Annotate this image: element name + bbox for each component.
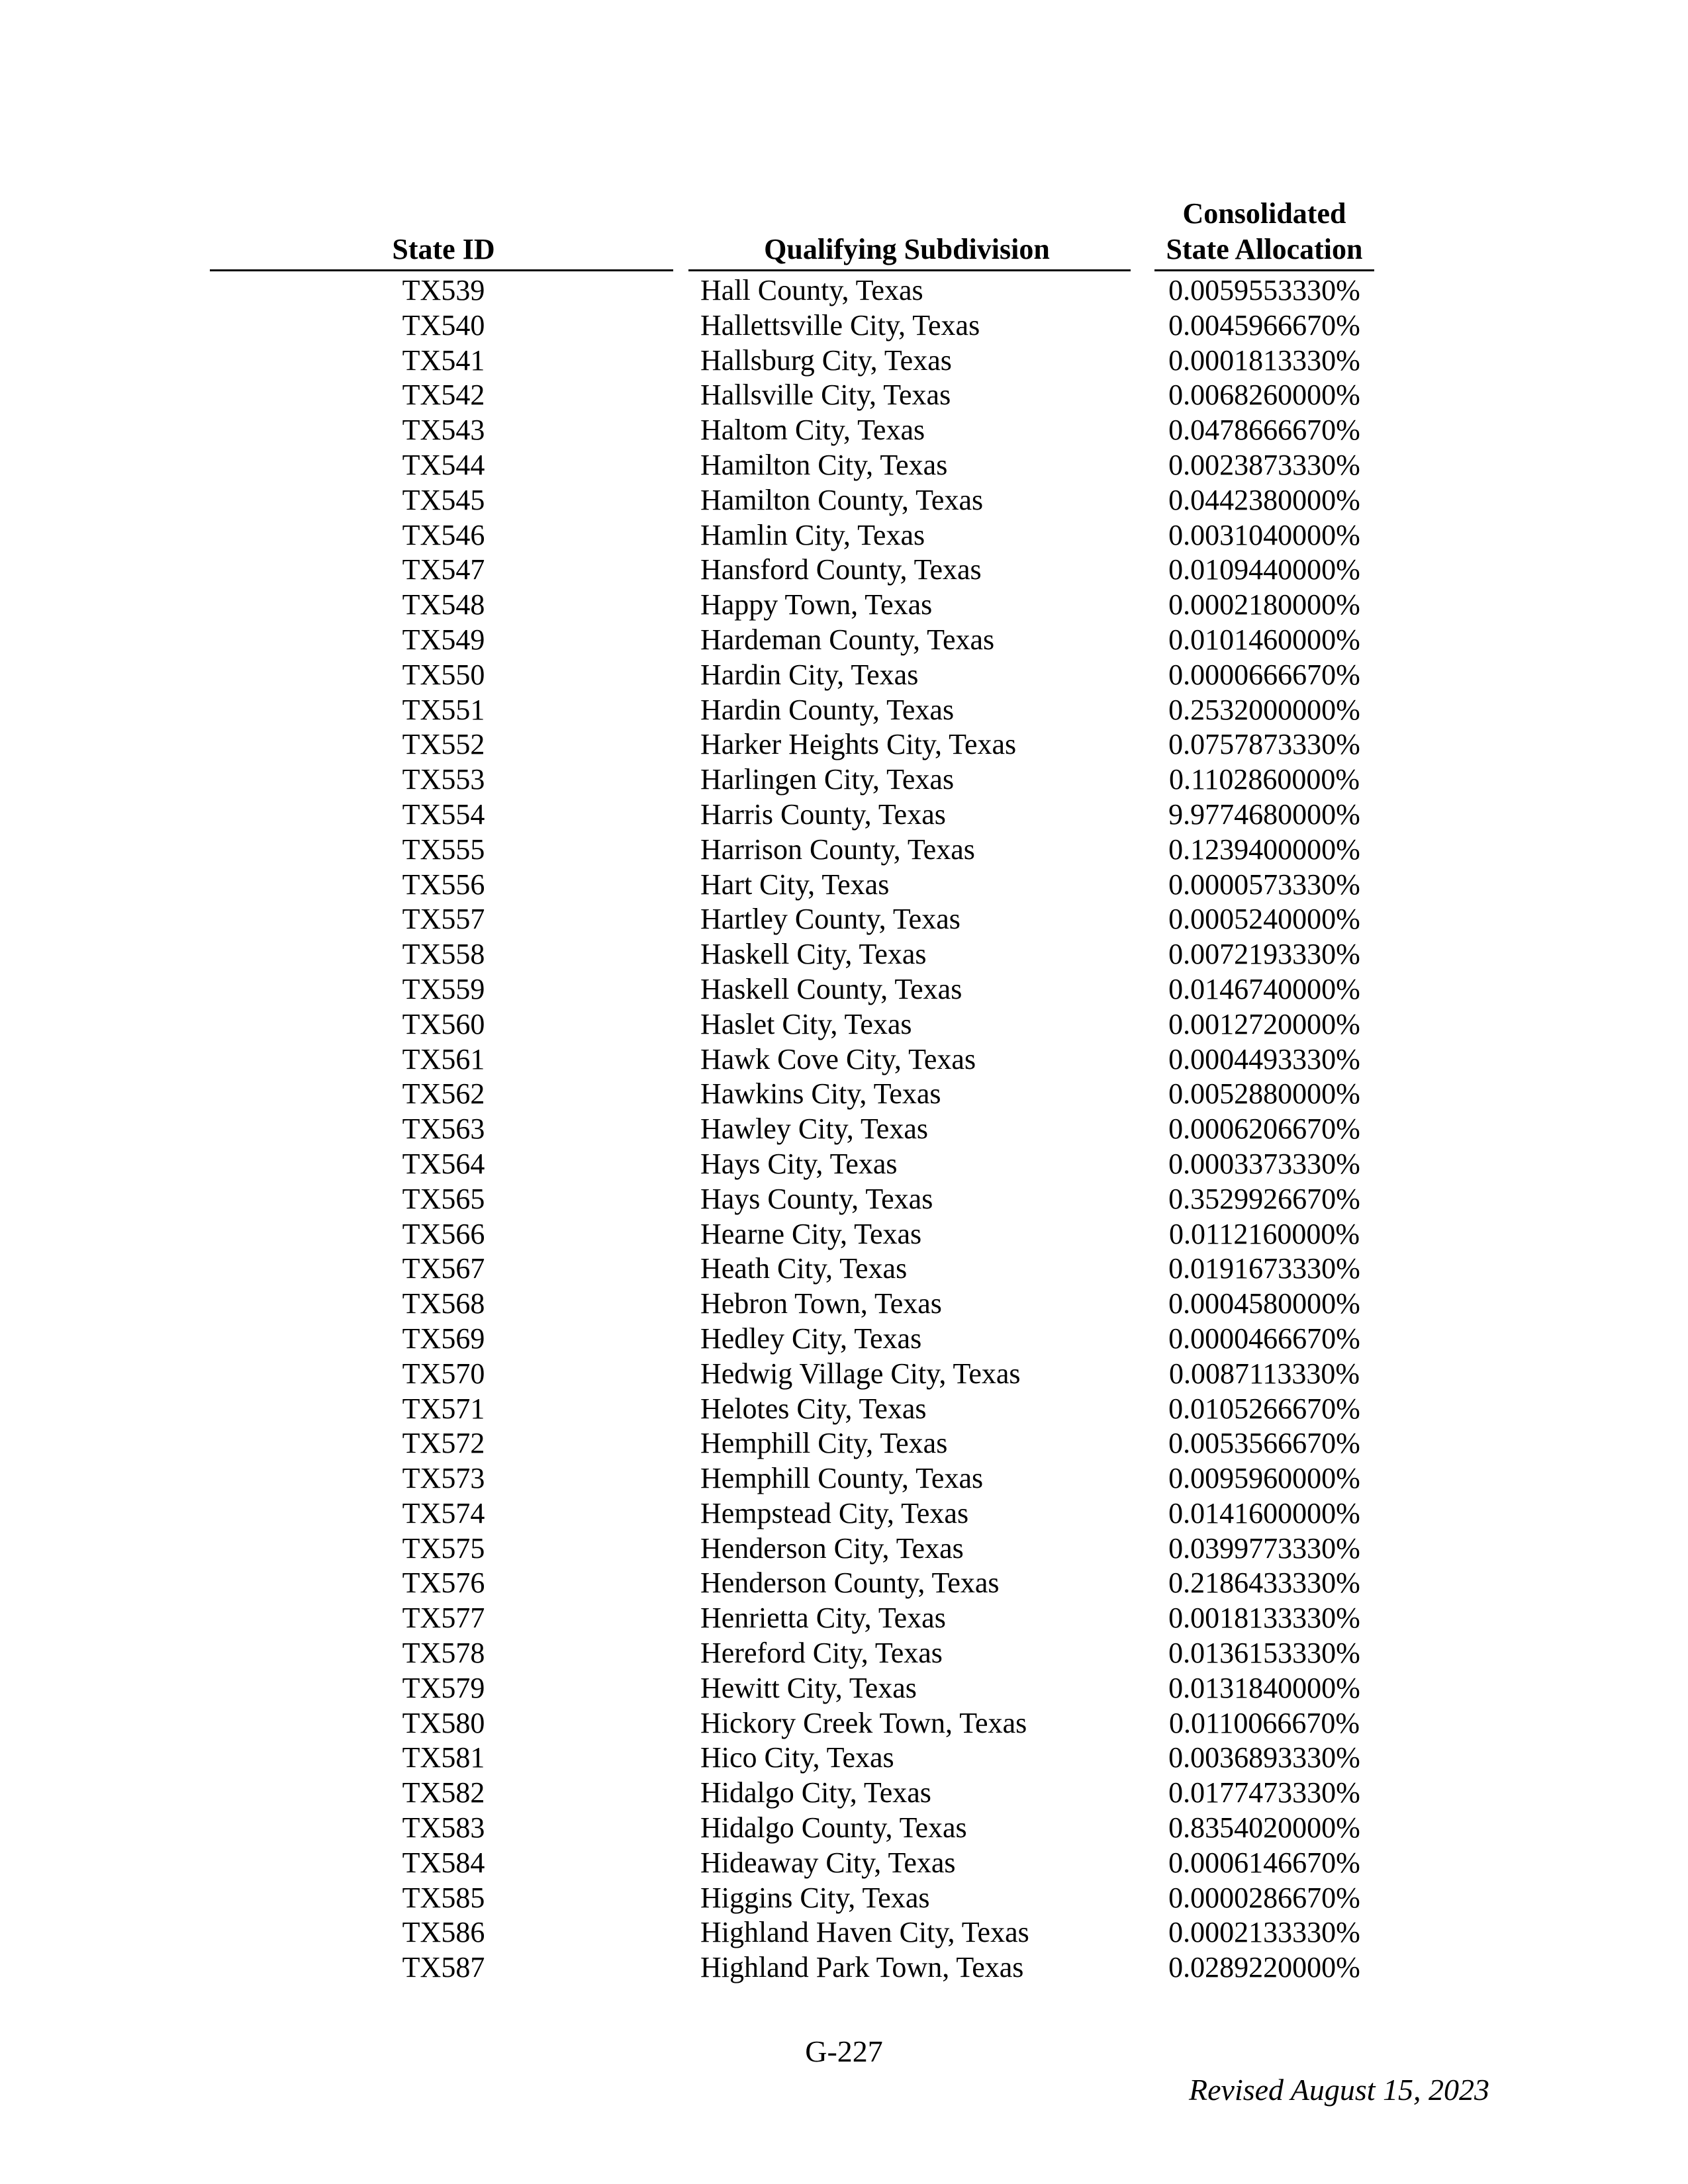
revision-date: Revised August 15, 2023 [1189,2073,1489,2107]
allocation-cell: 0.0004493330% [1168,1042,1360,1075]
subdivision-cell: Hart City, Texas [700,868,890,901]
subdivision-cell: Highland Park Town, Texas [700,1951,1024,1984]
table-row [0,1811,1688,1846]
subdivision-cell: Hidalgo City, Texas [700,1776,931,1809]
allocation-cell: 0.0000666670% [1168,658,1360,691]
state-id-cell: TX547 [402,553,485,586]
subdivision-cell: Hays City, Texas [700,1147,898,1180]
subdivision-cell: Hartley County, Texas [700,903,961,936]
header-underline-allocation [1154,269,1374,271]
allocation-cell: 0.0002133330% [1168,1916,1360,1949]
state-id-cell: TX587 [402,1951,485,1984]
table-row [0,1042,1688,1077]
allocation-cell: 0.0003373330% [1168,1147,1360,1180]
state-id-cell: TX568 [402,1287,485,1320]
subdivision-cell: Hamlin City, Texas [700,518,925,551]
state-id-cell: TX576 [402,1567,485,1600]
header-state-id: State ID [392,233,495,265]
table-row [0,1147,1688,1182]
table-row [0,1671,1688,1706]
state-id-cell: TX560 [402,1007,485,1040]
table-row [0,1322,1688,1357]
allocation-cell: 0.2186433330% [1168,1567,1360,1600]
subdivision-cell: Hardin City, Texas [700,658,919,691]
header-qualifying-subdivision: Qualifying Subdivision [764,233,1050,265]
subdivision-cell: Hallettsville City, Texas [700,308,980,341]
allocation-cell: 0.0136153330% [1168,1637,1360,1670]
table-row [0,1392,1688,1427]
state-id-cell: TX577 [402,1602,485,1635]
subdivision-cell: Harrison County, Texas [700,833,975,866]
state-id-cell: TX550 [402,658,485,691]
subdivision-cell: Haskell City, Texas [700,938,927,971]
state-id-cell: TX561 [402,1042,485,1075]
state-id-cell: TX575 [402,1531,485,1565]
subdivision-cell: Hays County, Texas [700,1182,933,1215]
state-id-cell: TX543 [402,414,485,447]
allocation-cell: 0.0131840000% [1168,1671,1360,1704]
subdivision-cell: Hewitt City, Texas [700,1671,917,1704]
allocation-cell: 0.0052880000% [1168,1077,1360,1111]
table-row [0,1287,1688,1322]
state-id-cell: TX553 [402,763,485,796]
state-id-cell: TX573 [402,1462,485,1495]
subdivision-cell: Hamilton County, Texas [700,483,984,516]
allocation-cell: 0.0095960000% [1168,1462,1360,1495]
state-id-cell: TX558 [402,938,485,971]
subdivision-cell: Hansford County, Texas [700,553,982,586]
header-allocation-line-1: Consolidated [1182,197,1346,230]
state-id-cell: TX548 [402,588,485,621]
subdivision-cell: Hallsville City, Texas [700,379,951,412]
table-row [0,1601,1688,1636]
state-id-cell: TX539 [402,274,485,306]
subdivision-cell: Higgins City, Texas [700,1881,930,1914]
state-id-cell: TX555 [402,833,485,866]
subdivision-cell: Highland Haven City, Texas [700,1916,1029,1949]
state-id-cell: TX569 [402,1322,485,1355]
state-id-cell: TX556 [402,868,485,901]
table-row [0,1112,1688,1147]
table-row [0,868,1688,903]
table-row [0,1915,1688,1950]
allocation-cell: 0.0087113330% [1168,1357,1360,1390]
table-row [0,378,1688,413]
table-row [0,1077,1688,1112]
subdivision-cell: Hardeman County, Texas [700,623,995,656]
state-id-cell: TX570 [402,1357,485,1390]
subdivision-cell: Hemphill County, Texas [700,1462,984,1495]
subdivision-cell: Hawley City, Texas [700,1113,928,1146]
subdivision-cell: Hideaway City, Texas [700,1846,956,1879]
subdivision-cell: Harris County, Texas [700,797,946,831]
table-row [0,1531,1688,1567]
state-id-cell: TX565 [402,1182,485,1215]
subdivision-cell: Henrietta City, Texas [700,1602,946,1635]
state-id-cell: TX578 [402,1637,485,1670]
subdivision-cell: Hedwig Village City, Texas [700,1357,1021,1390]
state-id-cell: TX564 [402,1147,485,1180]
subdivision-cell: Helotes City, Texas [700,1392,927,1425]
table-row [0,693,1688,728]
table-row [0,1846,1688,1881]
table-body [0,273,1688,1985]
allocation-cell: 0.0177473330% [1168,1776,1360,1809]
subdivision-cell: Hempstead City, Texas [700,1496,969,1529]
subdivision-cell: Hawk Cove City, Texas [700,1042,976,1075]
table-row [0,518,1688,553]
state-id-cell: TX549 [402,623,485,656]
allocation-cell: 0.0109440000% [1168,553,1360,586]
state-id-cell: TX552 [402,728,485,761]
subdivision-cell: Haltom City, Texas [700,414,925,447]
state-id-cell: TX571 [402,1392,485,1425]
state-id-cell: TX586 [402,1916,485,1949]
header-underline-state-id [210,269,673,271]
subdivision-cell: Hardin County, Texas [700,693,955,726]
subdivision-cell: Hereford City, Texas [700,1637,943,1670]
subdivision-cell: Haskell County, Texas [700,972,962,1005]
allocation-cell: 0.0005240000% [1168,903,1360,936]
state-id-cell: TX541 [402,343,485,377]
table-row [0,1776,1688,1811]
table-row [0,937,1688,972]
table-row [0,1217,1688,1252]
subdivision-cell: Harker Heights City, Texas [700,728,1017,761]
table-row [0,1636,1688,1671]
state-id-cell: TX567 [402,1252,485,1285]
table-row [0,658,1688,693]
allocation-cell: 0.0000466670% [1168,1322,1360,1355]
subdivision-cell: Hedley City, Texas [700,1322,922,1355]
allocation-cell: 0.0006206670% [1168,1113,1360,1146]
allocation-cell: 0.8354020000% [1168,1811,1360,1844]
allocation-cell: 0.0000286670% [1168,1881,1360,1914]
allocation-cell: 0.0442380000% [1168,483,1360,516]
state-id-cell: TX551 [402,693,485,726]
allocation-cell: 0.0018133330% [1168,1602,1360,1635]
allocation-cell: 0.0112160000% [1168,1217,1360,1250]
state-id-cell: TX545 [402,483,485,516]
allocation-cell: 9.9774680000% [1168,797,1360,831]
subdivision-cell: Happy Town, Texas [700,588,933,621]
table-row [0,1881,1688,1916]
page-number: G-227 [805,2034,883,2068]
table-row [0,413,1688,448]
subdivision-cell: Henderson City, Texas [700,1531,964,1565]
subdivision-cell: Hearne City, Texas [700,1217,922,1250]
allocation-cell: 0.0023873330% [1168,448,1360,481]
table-row [0,1182,1688,1217]
state-id-cell: TX557 [402,903,485,936]
allocation-cell: 0.0001813330% [1168,343,1360,377]
state-id-cell: TX581 [402,1741,485,1774]
subdivision-cell: Hamilton City, Texas [700,448,948,481]
table-row [0,1461,1688,1496]
allocation-cell: 0.0036893330% [1168,1741,1360,1774]
allocation-cell: 0.0068260000% [1168,379,1360,412]
subdivision-cell: Hall County, Texas [700,274,923,306]
state-id-cell: TX572 [402,1427,485,1460]
allocation-cell: 0.0141600000% [1168,1496,1360,1529]
table-row [0,343,1688,379]
table-row [0,1426,1688,1461]
state-id-cell: TX562 [402,1077,485,1111]
subdivision-cell: Henderson County, Texas [700,1567,1000,1600]
allocation-cell: 0.0000573330% [1168,868,1360,901]
table-row [0,1496,1688,1531]
state-id-cell: TX582 [402,1776,485,1809]
allocation-cell: 0.0146740000% [1168,972,1360,1005]
table-row [0,553,1688,588]
table-row [0,797,1688,833]
table-row [0,623,1688,658]
subdivision-cell: Hebron Town, Texas [700,1287,942,1320]
state-id-cell: TX540 [402,308,485,341]
table-row [0,308,1688,343]
table-row [0,483,1688,518]
subdivision-cell: Hico City, Texas [700,1741,894,1774]
allocation-cell: 0.0289220000% [1168,1951,1360,1984]
allocation-cell: 0.0004580000% [1168,1287,1360,1320]
table-row [0,1950,1688,1985]
state-id-cell: TX559 [402,972,485,1005]
allocation-cell: 0.1239400000% [1168,833,1360,866]
allocation-cell: 0.2532000000% [1168,693,1360,726]
table-row [0,833,1688,868]
table-row [0,972,1688,1007]
state-id-cell: TX585 [402,1881,485,1914]
table-row [0,727,1688,762]
allocation-cell: 0.0757873330% [1168,728,1360,761]
table-row [0,762,1688,797]
table-row [0,1706,1688,1741]
allocation-cell: 0.0045966670% [1168,308,1360,341]
allocation-cell: 0.0053566670% [1168,1427,1360,1460]
allocation-cell: 0.0110066670% [1168,1706,1360,1739]
allocation-cell: 0.0101460000% [1168,623,1360,656]
allocation-cell: 0.3529926670% [1168,1182,1360,1215]
subdivision-cell: Haslet City, Texas [700,1007,912,1040]
allocation-cell: 0.1102860000% [1168,763,1360,796]
state-id-cell: TX546 [402,518,485,551]
table-row [0,448,1688,483]
subdivision-cell: Hallsburg City, Texas [700,343,952,377]
allocation-cell: 0.0478666670% [1168,414,1360,447]
table-row [0,902,1688,937]
state-id-cell: TX542 [402,379,485,412]
state-id-cell: TX579 [402,1671,485,1704]
subdivision-cell: Harlingen City, Texas [700,763,955,796]
state-id-cell: TX583 [402,1811,485,1844]
header-allocation-line-2: State Allocation [1166,233,1363,265]
table-row [0,273,1688,308]
allocation-cell: 0.0012720000% [1168,1007,1360,1040]
allocation-cell: 0.0191673330% [1168,1252,1360,1285]
table-row [0,1007,1688,1042]
table-row [0,1566,1688,1601]
subdivision-cell: Hickory Creek Town, Texas [700,1706,1027,1739]
subdivision-cell: Hidalgo County, Texas [700,1811,967,1844]
allocation-cell: 0.0031040000% [1168,518,1360,551]
header-consolidated-state-allocation [1155,196,1374,267]
subdivision-cell: Hawkins City, Texas [700,1077,941,1111]
state-id-cell: TX554 [402,797,485,831]
table-row [0,1357,1688,1392]
table-row [0,588,1688,623]
table-row [0,1741,1688,1776]
subdivision-cell: Heath City, Texas [700,1252,908,1285]
allocation-cell: 0.0002180000% [1168,588,1360,621]
subdivision-cell: Hemphill City, Texas [700,1427,948,1460]
header-underline-subdivision [688,269,1131,271]
state-id-cell: TX580 [402,1706,485,1739]
state-id-cell: TX563 [402,1113,485,1146]
allocation-cell: 0.0006146670% [1168,1846,1360,1879]
state-id-cell: TX544 [402,448,485,481]
allocation-cell: 0.0105266670% [1168,1392,1360,1425]
allocation-cell: 0.0072193330% [1168,938,1360,971]
allocation-cell: 0.0059553330% [1168,274,1360,306]
table-row [0,1251,1688,1287]
state-id-cell: TX574 [402,1496,485,1529]
state-id-cell: TX584 [402,1846,485,1879]
state-id-cell: TX566 [402,1217,485,1250]
allocation-cell: 0.0399773330% [1168,1531,1360,1565]
